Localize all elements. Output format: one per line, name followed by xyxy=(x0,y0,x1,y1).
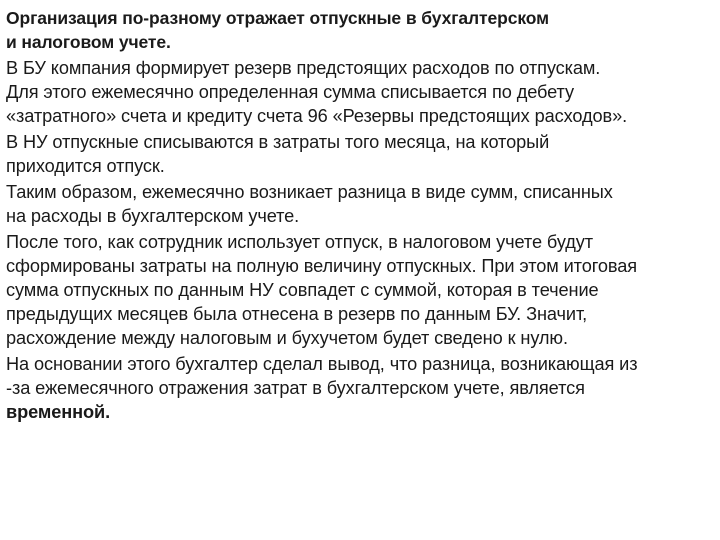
text-line: В НУ отпускные списываются в затраты того месяца, на который xyxy=(6,132,550,152)
text-line: на расходы в бухгалтерском учете. xyxy=(6,206,300,226)
text-line: «затратного» счета и кредиту счета 96 «Резервы предстоящих расходов». xyxy=(6,106,628,126)
text-line: Таким образом, ежемесячно возникает разница в виде сумм, списанных xyxy=(6,182,613,202)
text-line: На основании этого бухгалтер сделал вывод, что разница, возникающая из xyxy=(6,354,638,374)
heading-line-1: Организация по-разному отражает отпускные в бухгалтерском xyxy=(6,8,550,28)
text-line: После того, как сотрудник использует отпуск, в налоговом учете будут xyxy=(6,232,593,252)
paragraph-monthly-difference xyxy=(6,180,714,228)
text-line: сумма отпускных по данным НУ совпадет с суммой, которая в течение xyxy=(6,280,599,300)
text-line: -за ежемесячного отражения затрат в бухгалтерском учете, является xyxy=(6,378,585,398)
paragraph-tax-accounting xyxy=(6,130,714,178)
text-line: Для этого ежемесячно определенная сумма списывается по дебету xyxy=(6,82,574,102)
text-line: предыдущих месяцев была отнесена в резерв по данным БУ. Значит, xyxy=(6,304,588,324)
heading-line-2: и налоговом учете. xyxy=(6,32,171,52)
text-line: приходится отпуск. xyxy=(6,156,165,176)
text-line: В БУ компания формирует резерв предстоящих расходов по отпускам. xyxy=(6,58,601,78)
slide-heading xyxy=(6,6,714,54)
paragraph-after-vacation xyxy=(6,230,714,350)
text-line: расхождение между налоговым и бухучетом будет сведено к нулю. xyxy=(6,328,568,348)
conclusion-bold-word: временной. xyxy=(6,402,111,422)
paragraph-conclusion xyxy=(6,352,714,424)
text-line: сформированы затраты на полную величину отпускных. При этом итоговая xyxy=(6,256,637,276)
paragraph-reserve xyxy=(6,56,714,128)
